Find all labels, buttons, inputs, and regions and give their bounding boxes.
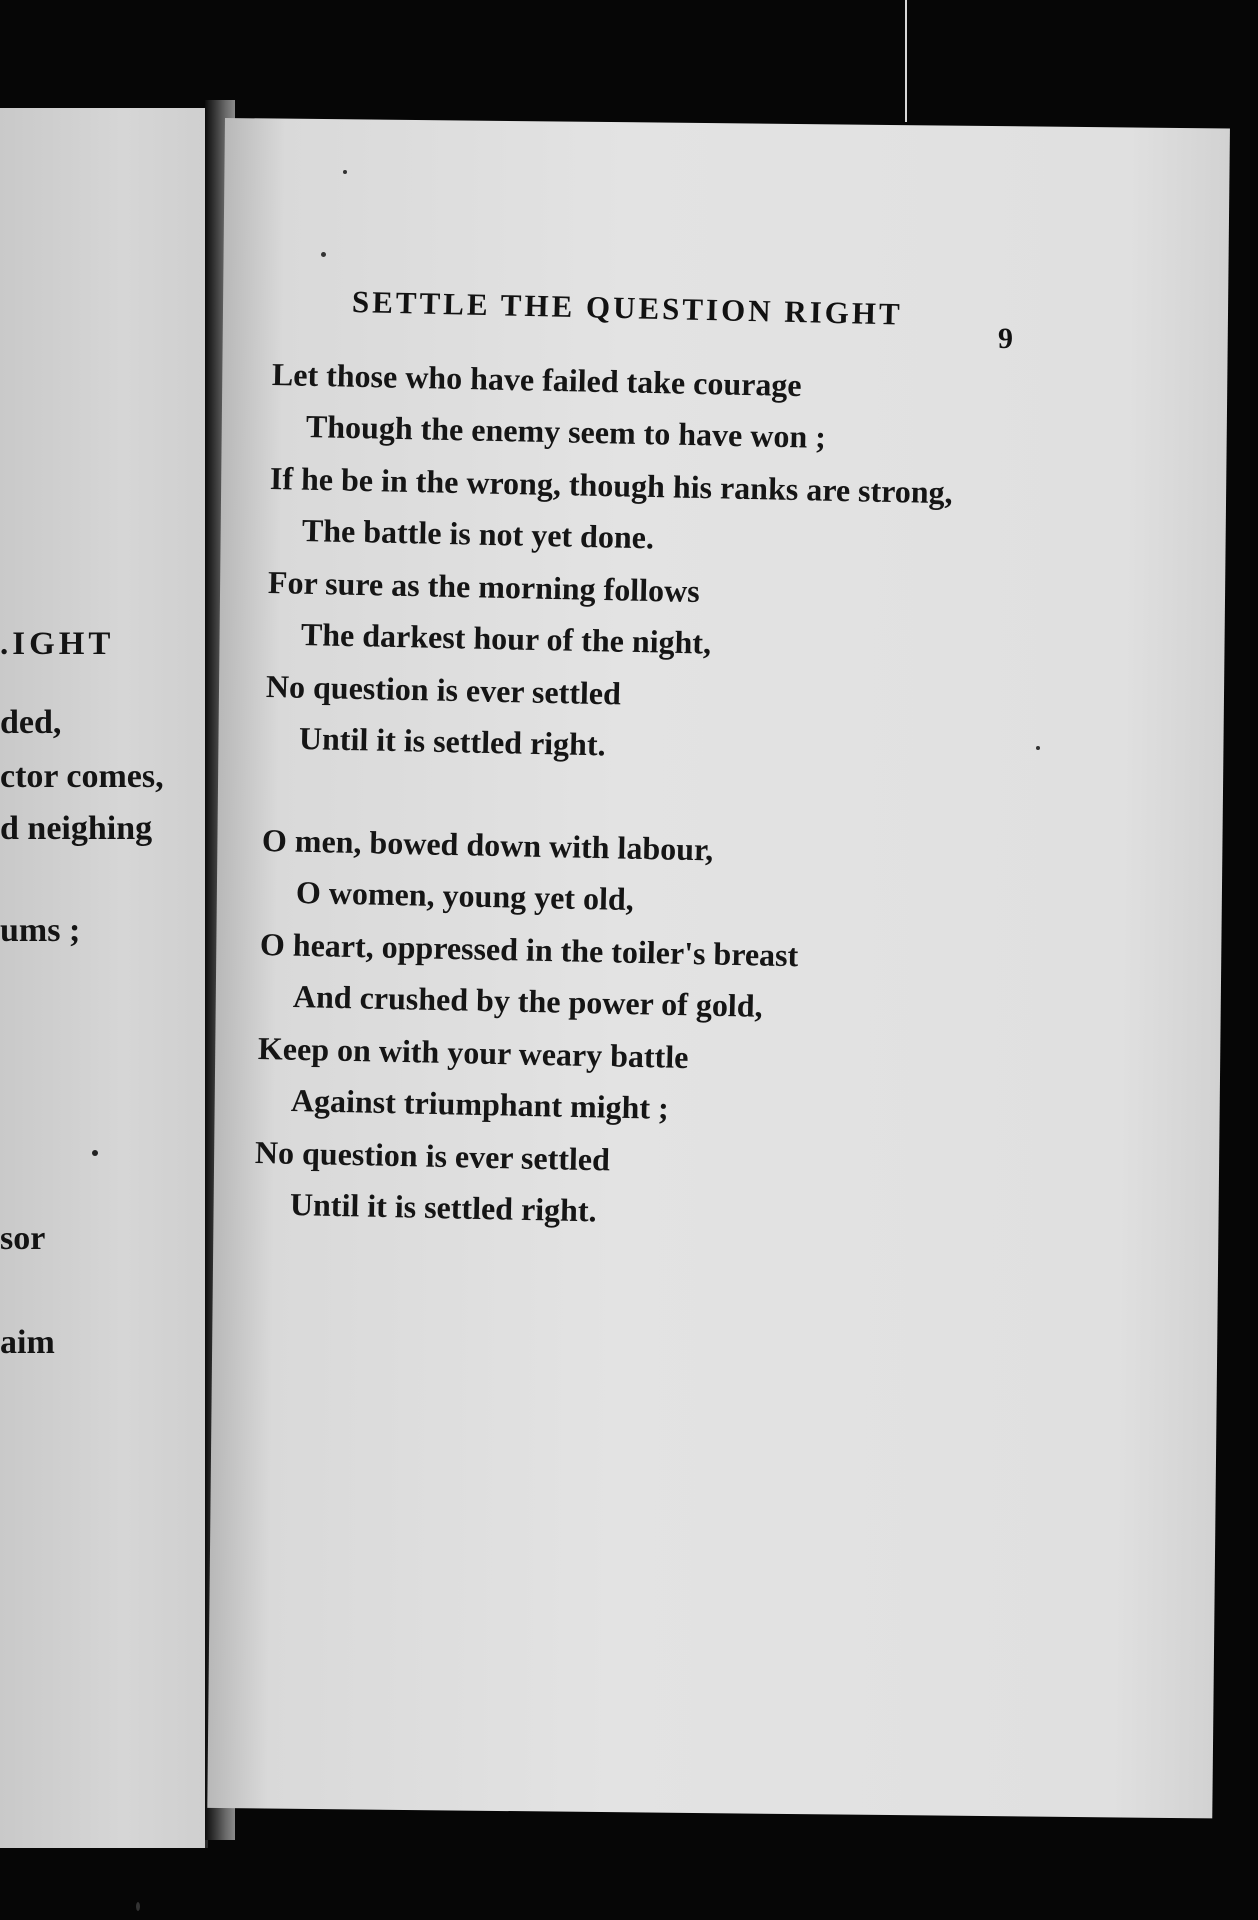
left-page-text-fragment: aim bbox=[0, 1324, 55, 1361]
left-facing-page bbox=[0, 108, 208, 1848]
left-page-text-fragment: ded, bbox=[0, 704, 62, 741]
running-head-title: SETTLE THE QUESTION RIGHT bbox=[351, 284, 904, 332]
poem-line: For sure as the morning follows bbox=[267, 564, 700, 610]
poem-line: If he be in the wrong, though his ranks are strong, bbox=[269, 460, 954, 511]
poem-line: Though the enemy seem to have won ; bbox=[305, 408, 827, 455]
poem-line: No question is ever settled bbox=[265, 668, 622, 712]
poem-line: O heart, oppressed in the toiler's breast bbox=[259, 926, 799, 974]
poem-line: Until it is settled right. bbox=[298, 720, 606, 763]
ink-speck bbox=[136, 1902, 140, 1911]
scan-artifact-line bbox=[905, 0, 907, 122]
left-page-text-fragment: ctor comes, bbox=[0, 758, 164, 795]
poem-line: And crushed by the power of gold, bbox=[292, 978, 763, 1024]
ink-speck bbox=[1036, 746, 1040, 750]
ink-speck bbox=[92, 1150, 98, 1156]
left-page-text-fragment: d neighing bbox=[0, 810, 153, 847]
ink-speck bbox=[343, 170, 347, 174]
ink-speck bbox=[321, 252, 326, 257]
poem-line: O men, bowed down with labour, bbox=[261, 822, 714, 868]
poem-line: Keep on with your weary battle bbox=[257, 1030, 689, 1076]
poem-line: Let those who have failed take courage bbox=[271, 356, 802, 404]
poem-line: Until it is settled right. bbox=[289, 1186, 597, 1229]
poem-line: The darkest hour of the night, bbox=[300, 616, 712, 661]
page-number: 9 bbox=[998, 322, 1013, 355]
left-page-text-fragment: ums ; bbox=[0, 912, 81, 949]
left-page-heading-fragment: .IGHT bbox=[0, 626, 115, 662]
poem-line: The battle is not yet done. bbox=[301, 512, 655, 556]
left-page-text-fragment: sor bbox=[0, 1220, 46, 1257]
poem-line: Against triumphant might ; bbox=[290, 1082, 670, 1126]
poem-line: O women, young yet old, bbox=[295, 874, 635, 918]
poem-line: No question is ever settled bbox=[254, 1134, 611, 1178]
